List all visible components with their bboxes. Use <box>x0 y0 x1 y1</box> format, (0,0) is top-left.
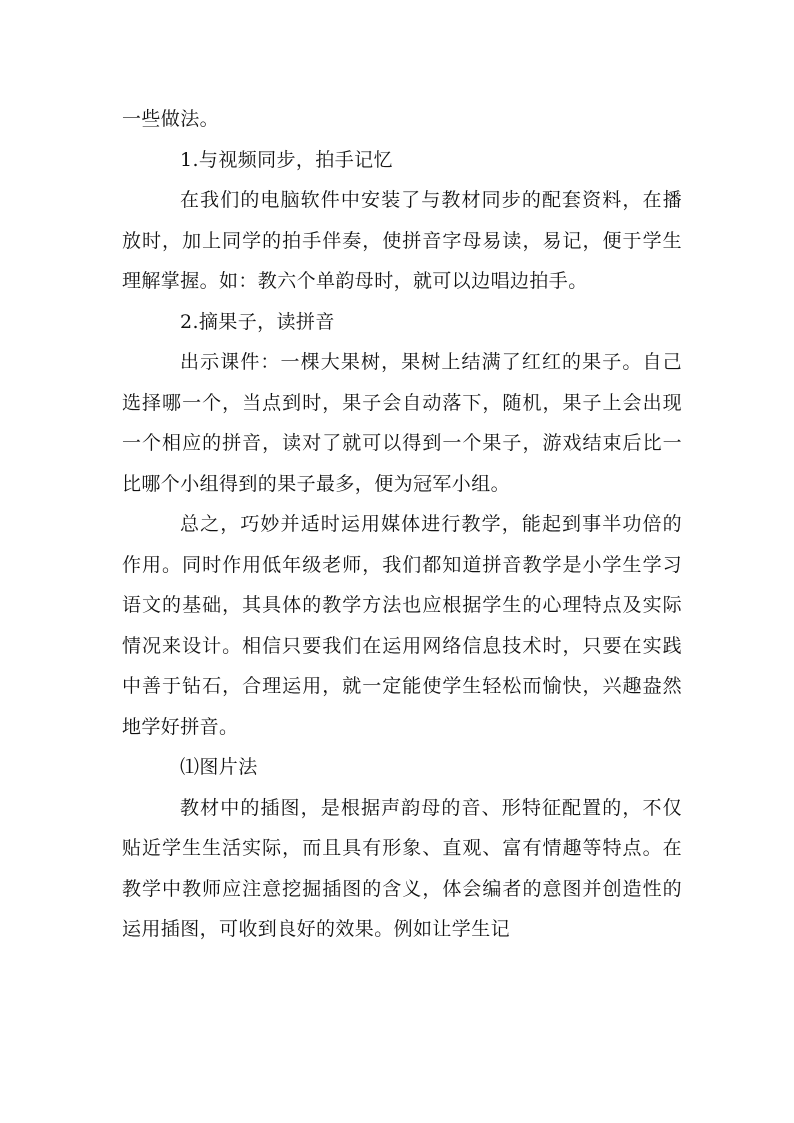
heading-pick-fruit: 2.摘果子，读拼音 <box>180 310 335 333</box>
paragraph-video-sync: 在我们的电脑软件中安装了与教材同步的配套资料，在播放时，加上同学的拍手伴奏，使拼音字母易读，易记，便于学生理解掌握。如：教六个单韵母时，就可以边唱边拍手。 <box>122 189 682 292</box>
paragraph-pick-fruit: 出示课件：一棵大果树，果树上结满了红红的果子。自己选择哪一个，当点到时，果子会自动落下，随机，果子上会出现一个相应的拼音，读对了就可以得到一个果子，游戏结束后比一比哪个小组得到的果子最多，便为冠军小组。 <box>122 351 682 495</box>
paragraph-picture-method: 教材中的插图，是根据声韵母的音、形特征配置的，不仅贴近学生生活实际，而且具有形象、直观、富有情趣等特点。在教学中教师应注意挖掘插图的含义，体会编者的意图并创造性的运用插图，可收到良好的效果。例如让学生记 <box>122 796 682 940</box>
paragraph-summary: 总之，巧妙并适时运用媒体进行教学，能起到事半功倍的作用。同时作用低年级老师，我们都知道拼音教学是小学生学习语文的基础，其具体的教学方法也应根据学生的心理特点及实际情况来设计。相信只要我们在运用网络信息技术时，只要在实践中善于钻石，合理运用，就一定能使学生轻松而愉快，兴趣盎然地学好拼音。 <box>122 513 682 738</box>
heading-video-sync: 1.与视频同步，拍手记忆 <box>180 148 393 171</box>
document-body <box>122 99 682 950</box>
paragraph-intro-tail: 一些做法。 <box>122 108 220 130</box>
heading-picture-method: ⑴图片法 <box>180 756 258 778</box>
